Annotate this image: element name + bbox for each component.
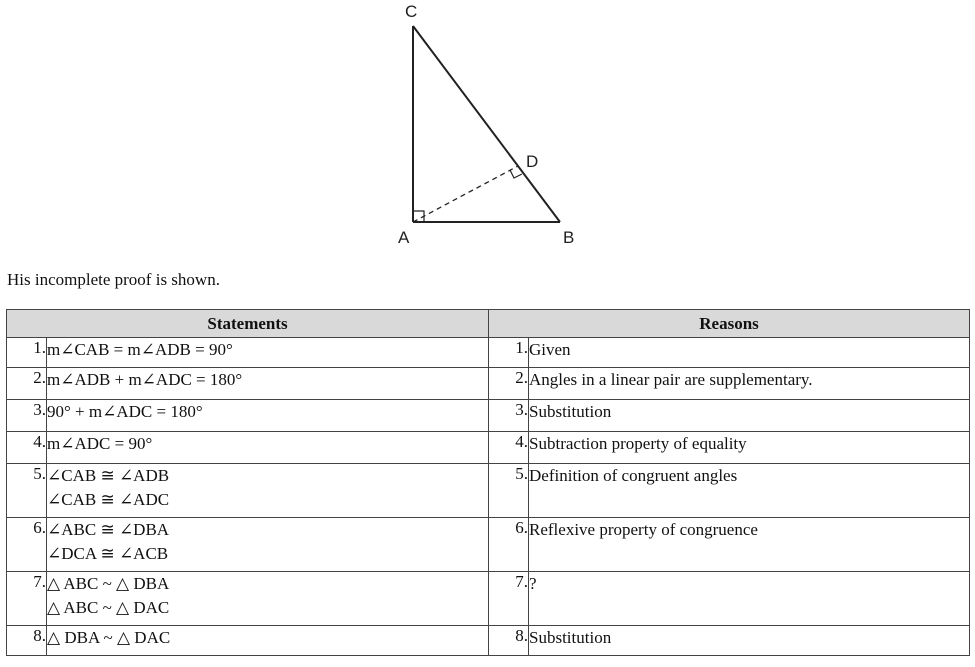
reason-cell: Angles in a linear pair are supplementary. <box>529 368 970 400</box>
table-row <box>7 626 970 656</box>
statement-cell <box>47 464 489 518</box>
statement-line: m∠ADB + m∠ADC = 180° <box>47 370 243 389</box>
table-row <box>7 518 970 572</box>
statement-number: 8. <box>7 626 47 656</box>
table-row <box>7 338 970 368</box>
statement-line: △ ABC ~ △ DAC <box>47 598 170 617</box>
statement-line: ∠CAB ≅ ∠ADB <box>47 466 170 485</box>
intro-text: His incomplete proof is shown. <box>7 270 220 289</box>
statement-line: ∠ABC ≅ ∠DBA <box>47 520 170 539</box>
statement-line: m∠ADC = 90° <box>47 434 153 453</box>
statement-line: m∠CAB = m∠ADB = 90° <box>47 340 233 359</box>
reason-number: 5. <box>489 464 529 518</box>
statement-cell <box>47 572 489 626</box>
statement-cell <box>47 338 489 368</box>
statements-header: Statements <box>7 310 489 338</box>
statement-line: △ ABC ~ △ DBA <box>47 574 170 593</box>
table-row <box>7 400 970 432</box>
table-row <box>7 572 970 626</box>
reasons-header: Reasons <box>489 310 970 338</box>
label-b: B <box>563 228 575 247</box>
statement-number: 7. <box>7 572 47 626</box>
statement-line: △ DBA ~ △ DAC <box>47 628 171 647</box>
table-row <box>7 464 970 518</box>
statement-cell <box>47 368 489 400</box>
right-angle-mark-d <box>510 170 522 178</box>
triangle-diagram <box>0 0 975 260</box>
statement-number: 3. <box>7 400 47 432</box>
statement-number: 1. <box>7 338 47 368</box>
table-row <box>7 368 970 400</box>
reason-number: 4. <box>489 432 529 464</box>
reason-cell: Given <box>529 338 970 368</box>
statement-line: ∠DCA ≅ ∠ACB <box>47 544 169 563</box>
reason-number: 7. <box>489 572 529 626</box>
side-cb <box>413 26 560 222</box>
reason-cell: Substitution <box>529 626 970 656</box>
proof-body <box>7 338 970 656</box>
reason-number: 6. <box>489 518 529 572</box>
reason-number: 1. <box>489 338 529 368</box>
table-header-row <box>7 310 970 338</box>
statement-cell <box>47 432 489 464</box>
label-a: A <box>398 228 410 247</box>
proof-table <box>6 309 970 656</box>
reason-cell: Substitution <box>529 400 970 432</box>
reason-number: 8. <box>489 626 529 656</box>
statement-cell <box>47 518 489 572</box>
reason-cell: Definition of congruent angles <box>529 464 970 518</box>
label-d: D <box>526 152 539 171</box>
statement-line: 90° + m∠ADC = 180° <box>47 402 203 421</box>
reason-number: 2. <box>489 368 529 400</box>
statement-number: 4. <box>7 432 47 464</box>
reason-cell: Reflexive property of congruence <box>529 518 970 572</box>
statement-number: 2. <box>7 368 47 400</box>
statement-cell <box>47 626 489 656</box>
statement-number: 6. <box>7 518 47 572</box>
reason-number: 3. <box>489 400 529 432</box>
table-row <box>7 432 970 464</box>
label-c: C <box>405 2 418 21</box>
reason-cell: Subtraction property of equality <box>529 432 970 464</box>
statement-line: ∠CAB ≅ ∠ADC <box>47 490 170 509</box>
statement-cell <box>47 400 489 432</box>
reason-cell: ? <box>529 572 970 626</box>
statement-number: 5. <box>7 464 47 518</box>
altitude-ad <box>413 166 518 222</box>
